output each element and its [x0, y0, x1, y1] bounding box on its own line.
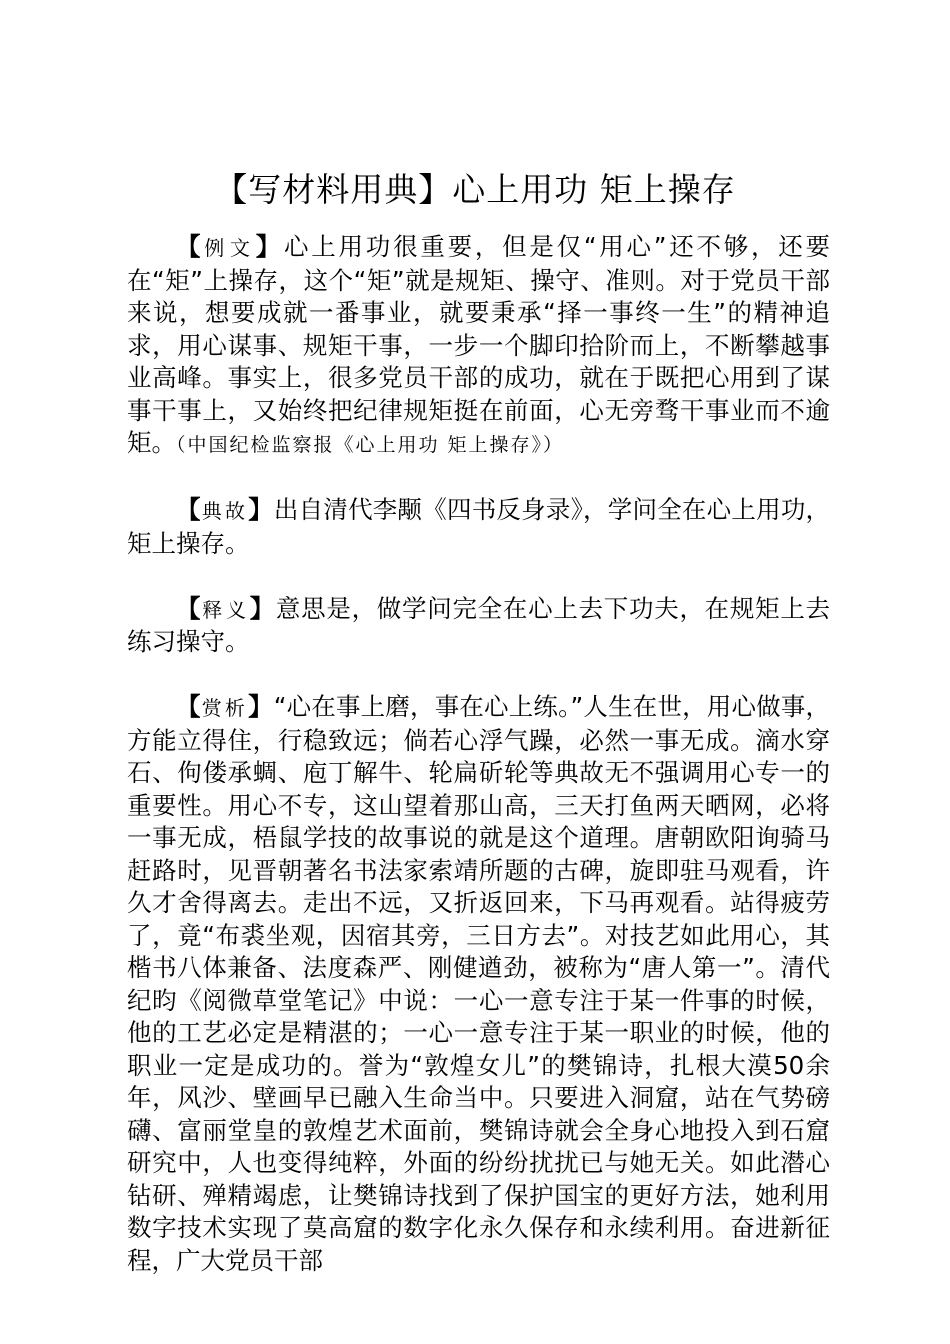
source-citation: （中国纪检监察报《心上用功 矩上操存》）	[176, 434, 565, 456]
section-label: 【释义】	[176, 593, 276, 623]
section-allusion	[127, 494, 830, 560]
section-text: “心在事上磨，事在心上练。”人生在世，用心做事，方能立得住，行稳致远；倘若心浮气躁，必然一事无成。滴水穿石、佝偻承蜩、庖丁解牛、轮扁斫轮等典故无不强调用心专一的重要性。用心不专，这山望着那山高，三天打鱼两天晒网，必将一事无成，梧鼠学技的故事说的就是这个道理。唐朝欧阳询骑马赶路时，见晋朝著名书法家索靖所题的古碑，旋即驻马观看，许久才舍得离去。走出不远，又折返回来，下马再观看。站得疲劳了，竟“布裘坐观，因宿其旁，三日方去”。对技艺如此用心，其楷书八体兼备、法度森严、刚健遒劲，被称为“唐人第一”。清代纪昀《阅微草堂笔记》中说：一心一意专注于某一件事的时候，他的工艺必定是精湛的；一心一意专注于某一职业的时候，他的职业一定是成功的。誉为“敦煌女儿”的樊锦诗，扎根大漠50余年，风沙、壁画早已融入生命当中。只要进入洞窟，站在气势磅礴、富丽堂皇的敦煌艺术面前，樊锦诗就会全身心地投入到石窟研究中，人也变得纯粹，外面的纷纷扰扰已与她无关。如此潜心钻研、殚精竭虑，让樊锦诗找到了保护国宝的更好方法，她利用数字技术实现了莫高窟的数字化永久保存和永续利用。奋进新征程，广大党员干部	[127, 692, 831, 1275]
section-text: 心上用功很重要，但是仅“用心”还不够，还要在“矩”上操存，这个“矩”就是规矩、操守、准则。对于党员干部来说，想要成就一番事业，就要秉承“择一事终一生”的精神追求，用心谋事、规矩干事，一步一个脚印拾阶而上，不断攀越事业高峰。事实上，很多党员干部的成功，就在于既把心用到了谋事干事上，又始终把纪律规矩挺在前面，心无旁骛干事业而不逾矩。	[127, 232, 831, 457]
section-text: 意思是，做学问完全在心上去下功夫，在规矩上去练习操守。	[127, 593, 831, 656]
section-label: 【赏析】	[176, 692, 274, 721]
section-text: 出自清代李颙《四书反身录》，学问全在心上用功，矩上操存。	[127, 495, 831, 558]
section-example	[127, 231, 830, 462]
section-appreciation	[127, 691, 830, 1277]
document-body	[127, 231, 830, 1277]
section-meaning	[127, 593, 830, 659]
document-title: 【写材料用典】心上用功 矩上操存	[214, 170, 736, 209]
section-label: 【例文】	[176, 232, 285, 261]
section-label: 【典故】	[176, 495, 274, 524]
